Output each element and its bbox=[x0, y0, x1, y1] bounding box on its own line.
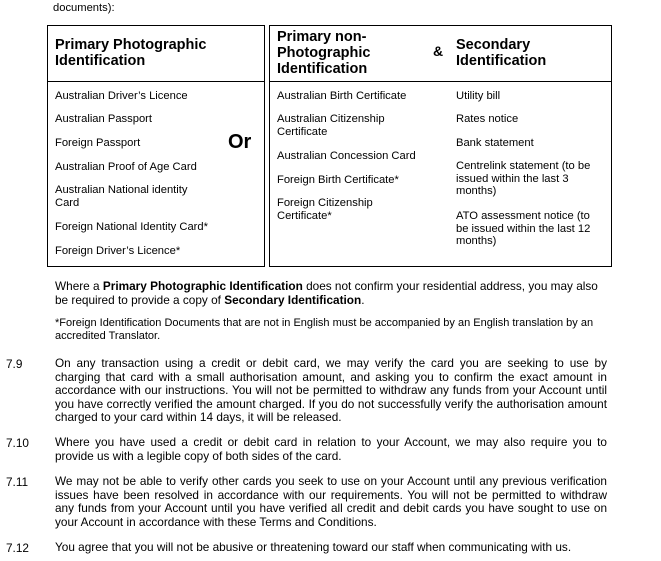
note-text: . bbox=[361, 292, 365, 307]
id-item: ATO assessment notice (to be issued within the last 12 months) bbox=[456, 210, 591, 247]
clause-text: On any transaction using a credit or debit card, we may verify the card you are seeking to use by charging that card with a small authorisation amount, and asking you to confirm the exact amount in accordance with our instructions. You will not be permitted to withdraw any funds from your Account until you have correctly verified the amount charged. If you do not successfully verify the authorisation amount charged to your card within 14 days, it will be released. bbox=[55, 356, 607, 425]
id-item: Foreign National Identity Card* bbox=[55, 221, 208, 233]
clause-number: 7.11 bbox=[6, 475, 29, 489]
clause-number: 7.10 bbox=[6, 436, 29, 450]
id-item: Australian Passport bbox=[55, 113, 153, 125]
id-item: Foreign Driver’s Licence* bbox=[55, 245, 181, 257]
top-text-fragment: documents): bbox=[53, 2, 115, 14]
clause-text: Where you have used a credit or debit card in relation to your Account, we may also require you to provide us with a legible copy of both sides of the card. bbox=[55, 435, 607, 463]
id-item: Australian Birth Certificate bbox=[277, 90, 407, 102]
secondary-id-note bbox=[55, 280, 607, 307]
note-text: does not confirm your residential address, you may also be required to provide a copy of bbox=[55, 279, 598, 307]
and-connector: & bbox=[433, 43, 444, 59]
id-item: Australian Driver’s Licence bbox=[55, 90, 188, 102]
primary-photographic-header: Primary Photographic Identification bbox=[55, 37, 207, 69]
nonphoto-secondary-table bbox=[269, 25, 612, 267]
id-item: Utility bill bbox=[456, 90, 501, 102]
secondary-header: Secondary Identification bbox=[456, 37, 547, 69]
clause-text: You agree that you will not be abusive or threatening toward our staff when communicating with us. bbox=[55, 540, 572, 554]
id-item: Foreign Passport bbox=[55, 137, 141, 149]
or-connector: Or bbox=[228, 131, 252, 153]
id-item: Australian National identity Card bbox=[55, 184, 188, 209]
id-item: Australian Proof of Age Card bbox=[55, 161, 197, 173]
clause-text: We may not be able to verify other cards you seek to use on your Account until any previous verification issues have been resolved in accordance with our requirements. You will not be permitted to withdraw any funds from your Account until you have verified all credit and debit cards you have sought to use on your Account in accordance with these Terms and Conditions. bbox=[55, 474, 607, 529]
id-item: Foreign Citizenship Certificate* bbox=[277, 197, 373, 222]
id-item: Foreign Birth Certificate* bbox=[277, 174, 399, 186]
note-text: Where a bbox=[55, 279, 103, 293]
note-bold-term: Primary Photographic Identification bbox=[102, 279, 303, 293]
note-bold-term: Secondary Identification bbox=[224, 292, 362, 307]
id-item: Bank statement bbox=[456, 137, 534, 149]
id-item: Rates notice bbox=[456, 113, 519, 125]
clause-number: 7.12 bbox=[6, 541, 29, 555]
foreign-docs-note: *Foreign Identification Documents that are not in English must be accompanied by an English translation by an accredited Translator. bbox=[55, 317, 594, 342]
clause-number: 7.9 bbox=[6, 357, 23, 371]
primary-nonphoto-header: Primary non-Photographic Identification bbox=[277, 29, 371, 77]
id-item: Centrelink statement (to be issued within the last 3 months) bbox=[456, 160, 591, 197]
id-item: Australian Citizenship Certificate bbox=[277, 113, 385, 138]
id-item: Australian Concession Card bbox=[277, 150, 416, 162]
